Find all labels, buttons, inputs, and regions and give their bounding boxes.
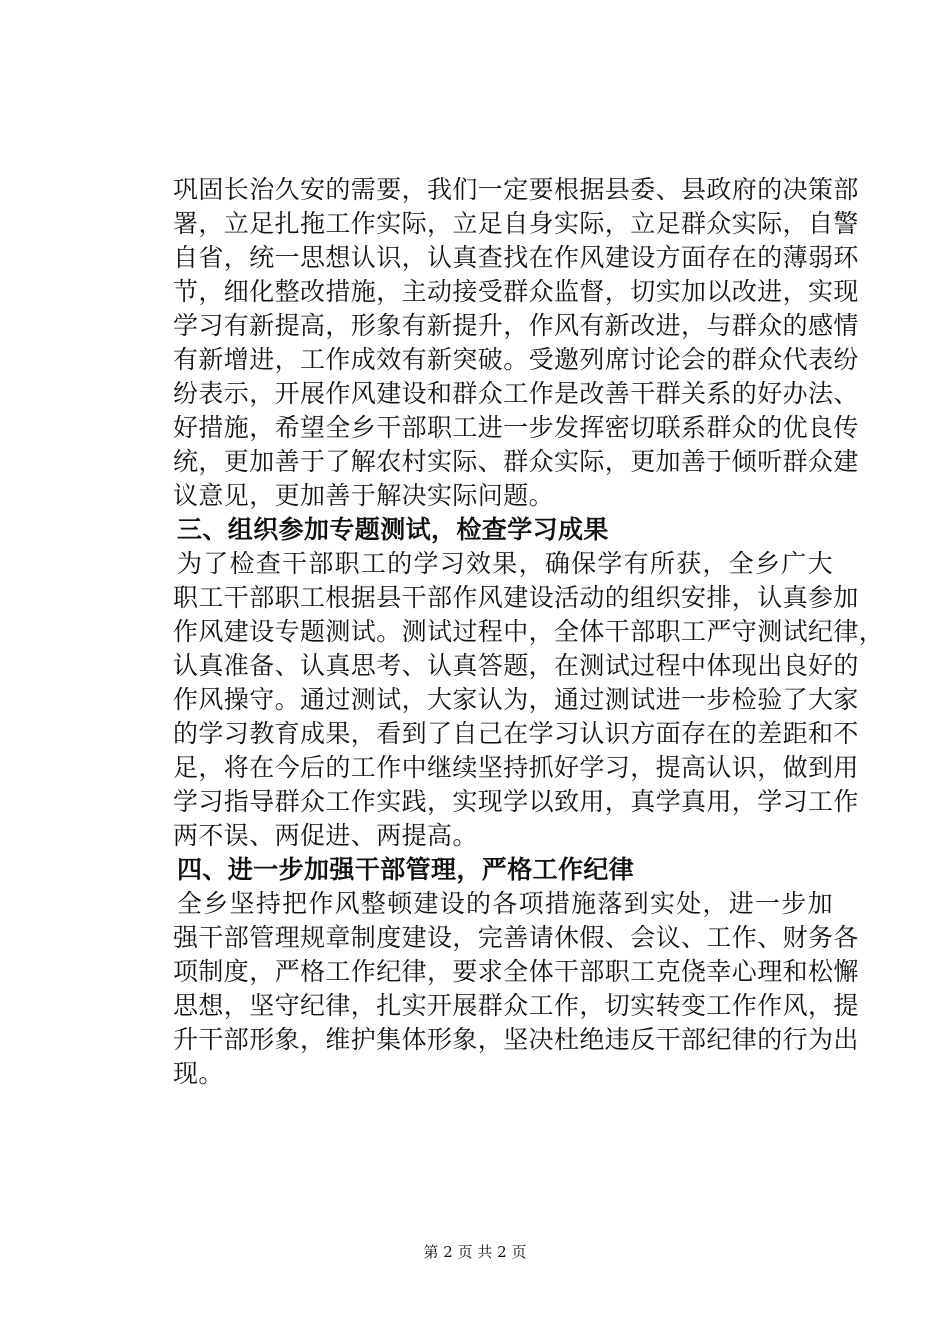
paragraph-line: 强干部管理规章制度建设，完善请休假、会议、工作、财务各	[173, 923, 859, 952]
document-body	[173, 173, 885, 1091]
section-heading-3	[173, 513, 833, 547]
paragraph-line: 作风建设专题测试。测试过程中，全体干部职工严守测试纪律，	[173, 617, 885, 646]
paragraph-line: 议意见，更加善于解决实际问题。	[173, 481, 555, 510]
paragraph-line: 好措施，希望全乡干部职工进一步发挥密切联系群众的优良传	[173, 413, 859, 442]
paragraph-line: 巩固长治久安的需要，我们一定要根据县委、县政府的决策部	[173, 175, 859, 204]
paragraph-line: 学习指导群众工作实践，实现学以致用，真学真用，学习工作	[173, 787, 859, 816]
section-heading-text: 三、组织参加专题测试，检查学习成果	[177, 515, 609, 544]
paragraph-line: 足，将在今后的工作中继续坚持抓好学习，提高认识，做到用	[173, 753, 859, 782]
paragraph-line: 职工干部职工根据县干部作风建设活动的组织安排，认真参加	[173, 583, 859, 612]
paragraph-line: 认真准备、认真思考、认真答题，在测试过程中体现出良好的	[173, 651, 859, 680]
paragraph-line: 自省，统一思想认识，认真查找在作风建设方面存在的薄弱环	[173, 243, 859, 272]
paragraph-line: 现。	[173, 1059, 224, 1088]
paragraph-line: 升干部形象，维护集体形象，坚决杜绝违反干部纪律的行为出	[173, 1025, 859, 1054]
paragraph-line: 节，细化整改措施，主动接受群众监督，切实加以改进，实现	[173, 277, 859, 306]
paragraph-line: 两不误、两促进、两提高。	[173, 821, 478, 850]
paragraph-line: 项制度，严格工作纪律，要求全体干部职工克侥幸心理和松懈	[173, 957, 859, 986]
paragraph-line: 署，立足扎拖工作实际，立足自身实际，立足群众实际，自警	[173, 209, 859, 238]
paragraph-line: 统，更加善于了解农村实际、群众实际，更加善于倾听群众建	[173, 447, 859, 476]
paragraph-line: 为了检查干部职工的学习效果，确保学有所获，全乡广大	[177, 549, 833, 578]
section-heading-4	[173, 853, 833, 887]
page-number-footer: 第 2 页 共 2 页	[423, 1243, 527, 1261]
paragraph-line: 有新增进，工作成效有新突破。受邀列席讨论会的群众代表纷	[173, 345, 859, 374]
section-heading-text: 四、进一步加强干部管理，严格工作纪律	[177, 855, 635, 884]
paragraph-line: 纷表示，开展作风建设和群众工作是改善干群关系的好办法、	[173, 379, 859, 408]
paragraph-line: 学习有新提高，形象有新提升，作风有新改进，与群众的感情	[173, 311, 859, 340]
paragraph-line: 作风操守。通过测试，大家认为，通过测试进一步检验了大家	[173, 685, 859, 714]
paragraph-line: 思想，坚守纪律，扎实开展群众工作，切实转变工作作风，提	[173, 991, 859, 1020]
paragraph-line: 的学习教育成果，看到了自己在学习认识方面存在的差距和不	[173, 719, 859, 748]
paragraph-line: 全乡坚持把作风整顿建设的各项措施落到实处，进一步加	[177, 889, 833, 918]
